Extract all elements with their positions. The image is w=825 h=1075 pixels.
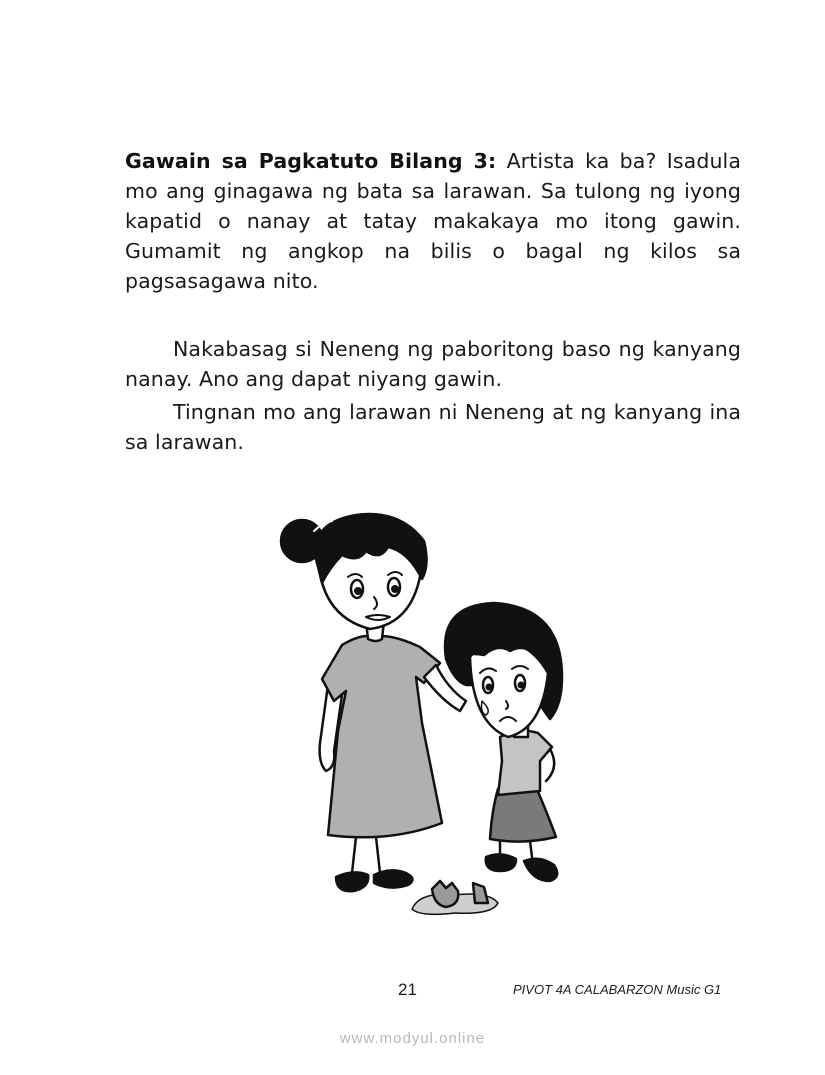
activity-instructions: Artista ka ba? Isadula mo ang ginagawa ng bata sa larawan. Sa tulong ng iyong kapatid o nanay at tatay makakaya mo itong gawin. Gumamit ng angkop na bilis o bagal ng kilos sa pagsasagawa nito. xyxy=(125,149,741,293)
footer-series-label: PIVOT 4A CALABARZON Music G1 xyxy=(513,982,722,997)
broken-glass-icon xyxy=(412,881,498,914)
watermark: www.modyul.online xyxy=(339,1030,486,1047)
story-paragraph-2: Tingnan mo ang larawan ni Neneng at ng kanyang ina sa larawan. xyxy=(125,400,741,454)
story-paragraph-1: Nakabasag si Neneng ng paboritong baso ng kanyang nanay. Ano ang dapat niyang gawin. xyxy=(125,337,741,391)
activity-heading: Gawain sa Pagkatuto Bilang 3: xyxy=(125,149,497,173)
activity-paragraph xyxy=(125,146,741,296)
lesson-text xyxy=(125,146,741,457)
mother-and-daughter-illustration xyxy=(270,505,570,925)
mother-figure xyxy=(281,514,466,891)
daughter-figure xyxy=(445,603,562,881)
page-number: 21 xyxy=(398,980,417,999)
